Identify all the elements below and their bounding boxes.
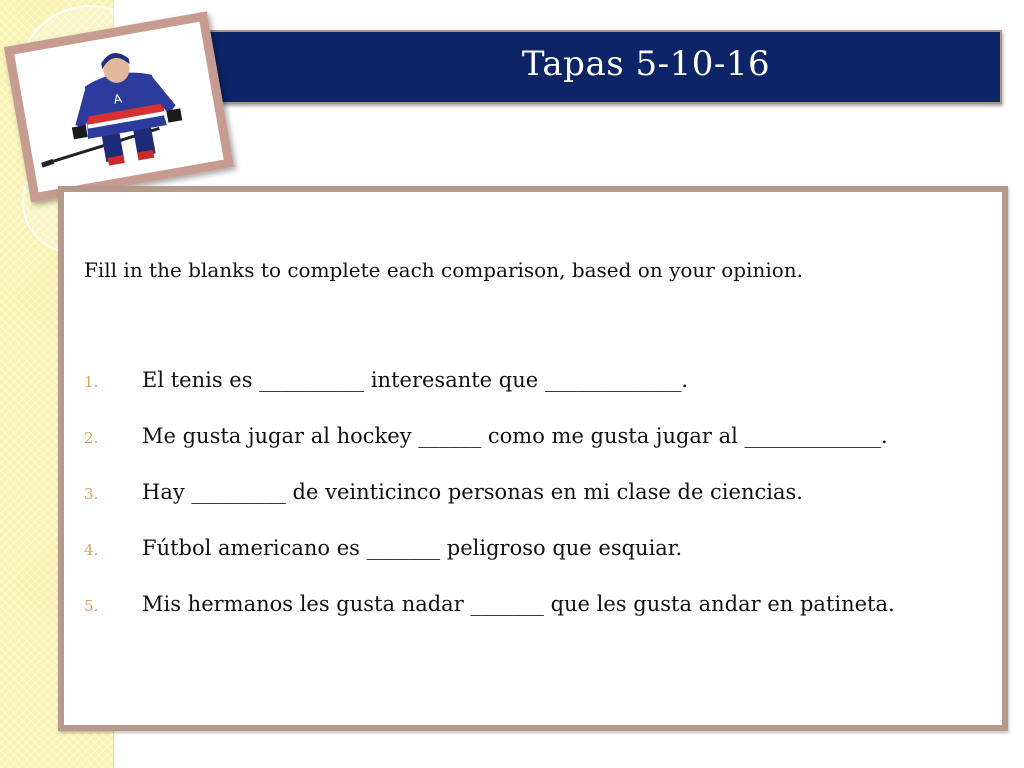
item-number: 1. xyxy=(84,373,99,391)
item-text: Hay _________ de veinticinco personas en mi clase de ciencias. xyxy=(142,480,803,504)
item-text: Me gusta jugar al hockey ______ como me gusta jugar al _____________. xyxy=(142,424,888,448)
item-number: 3. xyxy=(84,485,99,503)
item-number: 4. xyxy=(84,541,99,559)
slide-title: Tapas 5-10-16 xyxy=(521,44,771,84)
hockey-player-icon xyxy=(14,22,223,193)
title-bar xyxy=(170,30,1002,104)
item-text: Mis hermanos les gusta nadar _______ que les gusta andar en patineta. xyxy=(142,592,895,616)
hockey-photo-frame xyxy=(4,11,234,202)
item-number: 5. xyxy=(84,597,99,615)
content-box xyxy=(58,186,1008,731)
svg-text:A: A xyxy=(112,91,123,107)
item-number: 2. xyxy=(84,429,99,447)
item-text: Fútbol americano es _______ peligroso que esquiar. xyxy=(142,536,683,560)
item-text: El tenis es __________ interesante que _____________. xyxy=(142,368,689,392)
instructions-text: Fill in the blanks to complete each comparison, based on your opinion. xyxy=(84,258,804,282)
